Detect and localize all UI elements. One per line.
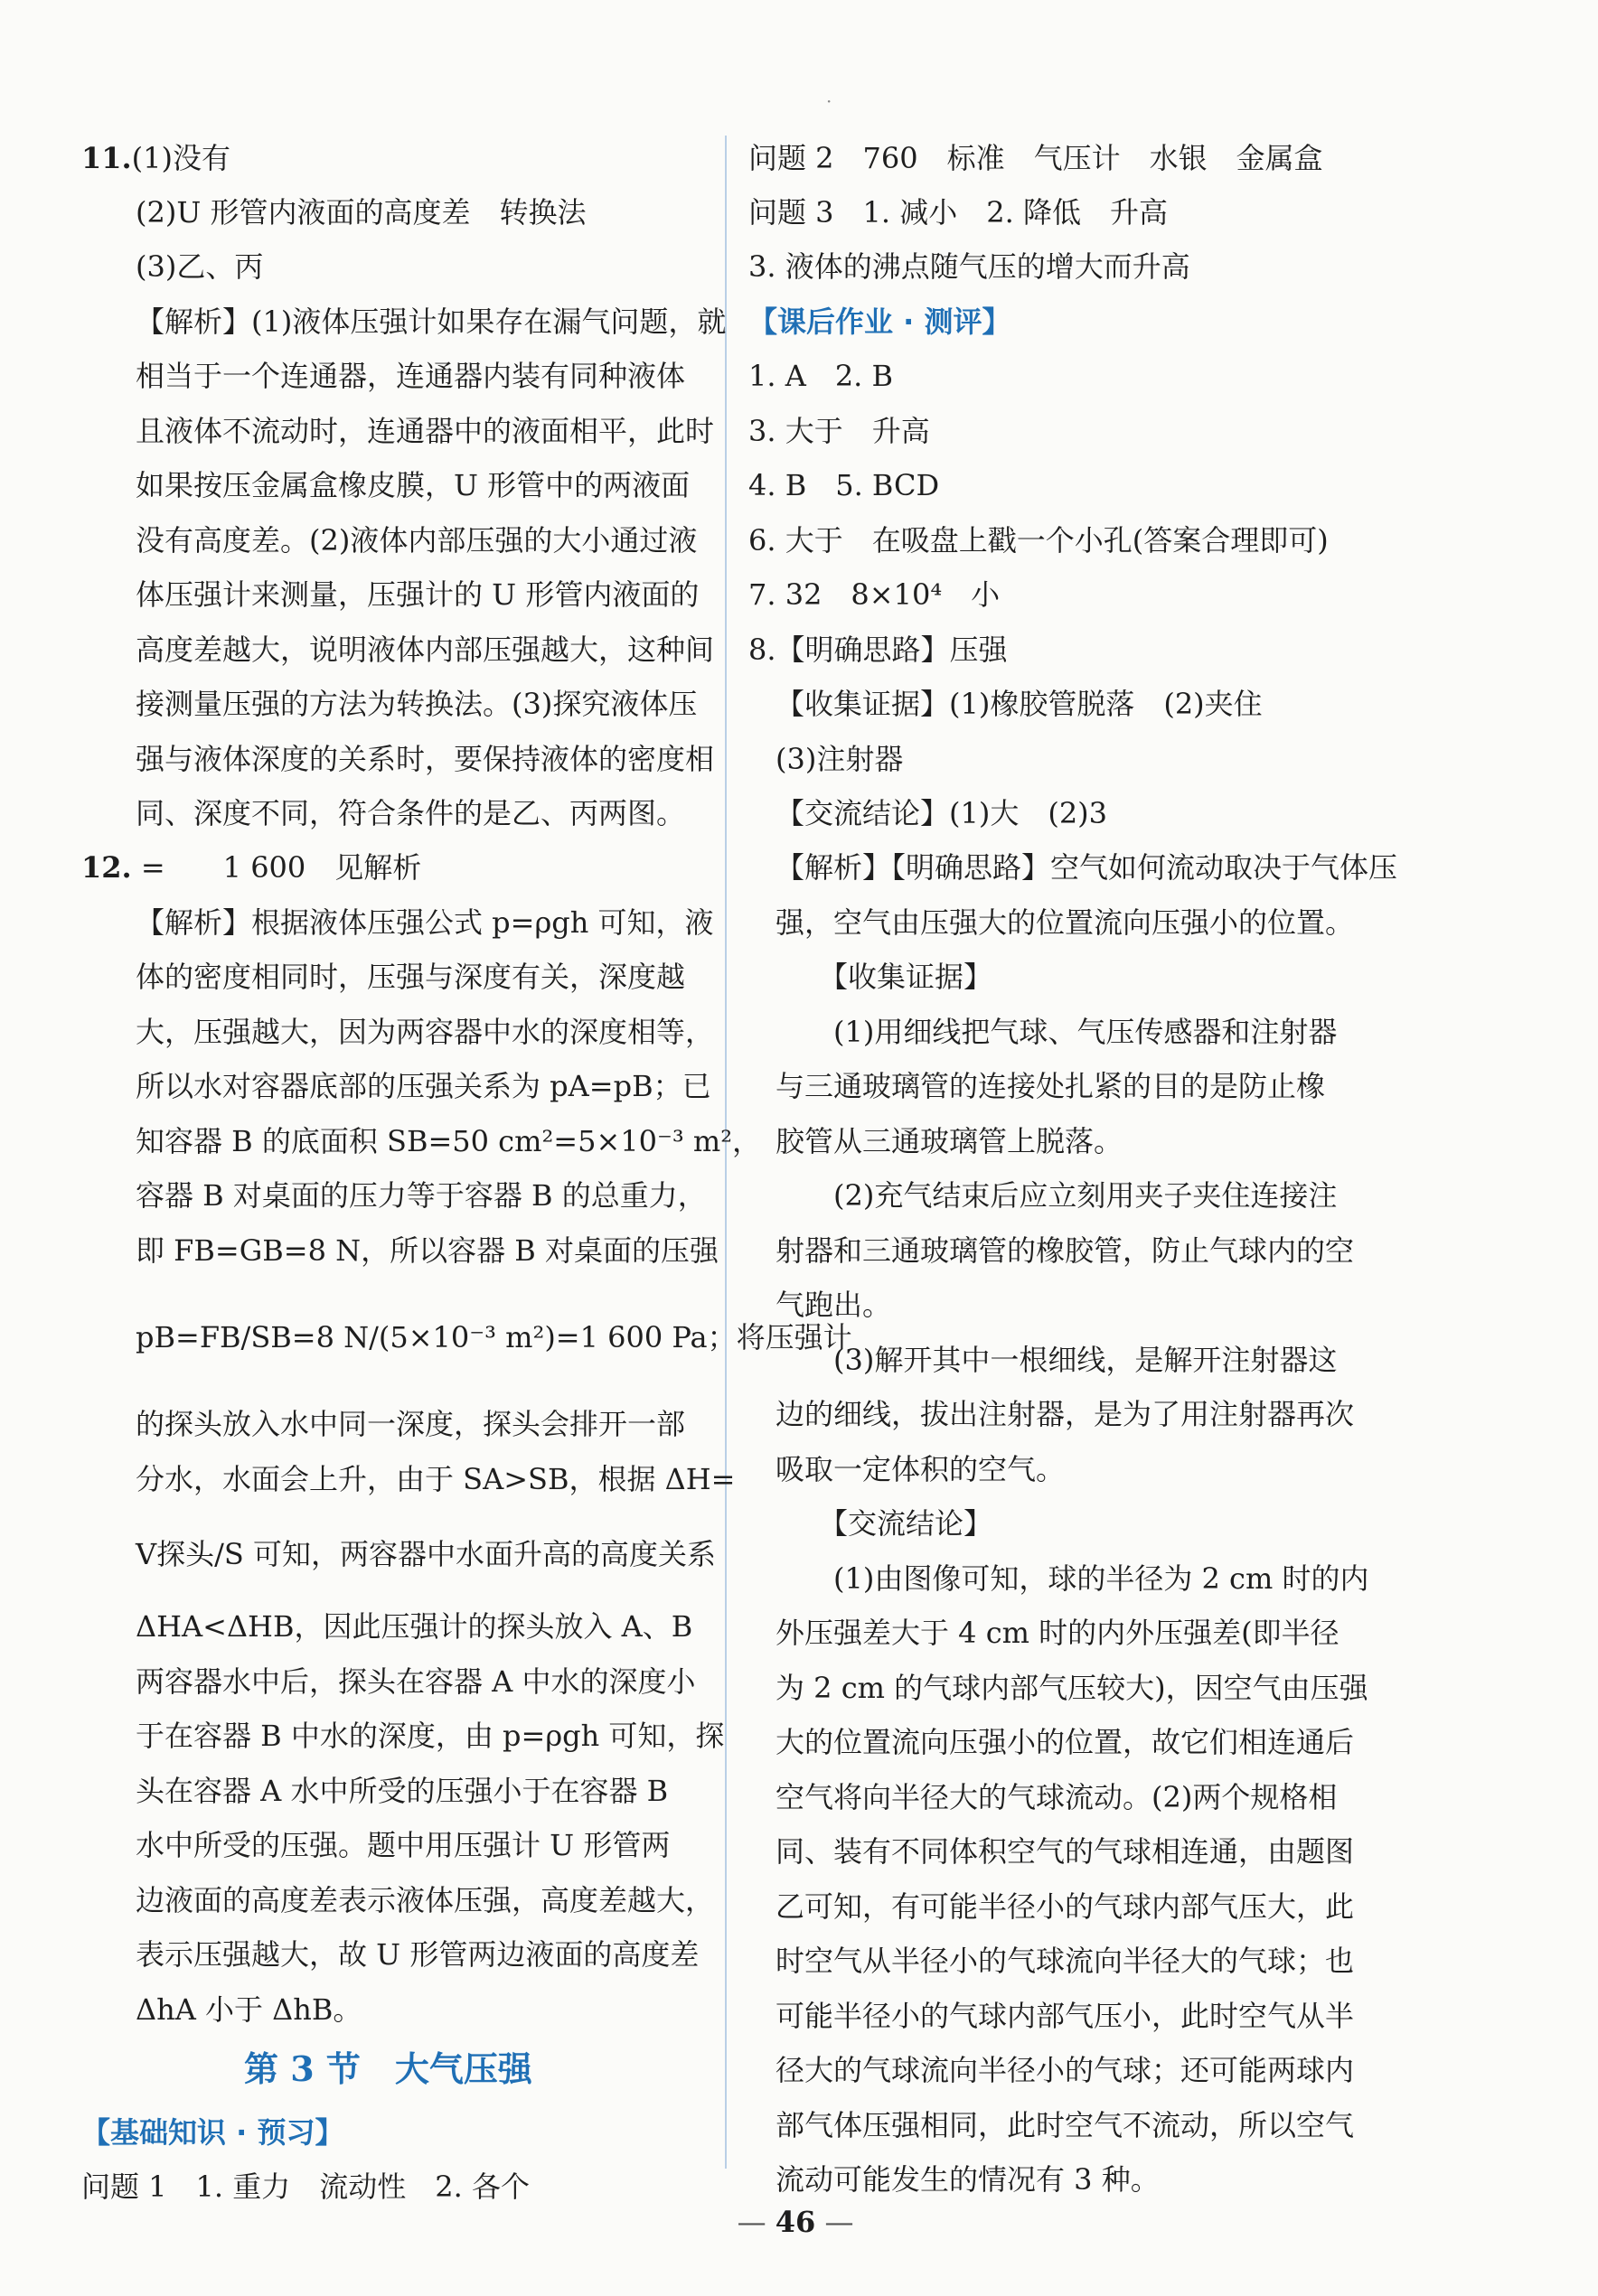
q12-number: 12. [81,850,132,885]
question-1: 问题 1 1. 重力 流动性 2. 各个 [81,2169,530,2204]
q11-analysis-7: 接测量压强的方法为转换法。(3)探究液体压 [136,687,698,721]
answer-5: 8.【明确思路】压强 [748,633,1008,667]
q12-analysis-0: 【解析】根据液体压强公式 p=ρgh 可知，液 [136,905,714,940]
answer-1: 3. 大于 升高 [748,414,930,448]
section-title: 第 3 节 大气压强 [244,2048,532,2089]
r-analysis-8: 气跑出。 [776,1288,892,1322]
q11-analysis-5: 体压强计来测量，压强计的 U 形管内液面的 [136,577,700,612]
footer-dash-right: — [824,2205,854,2239]
r-analysis-19: 乙可知，有可能半径小的气球内部气压大，此 [776,1889,1355,1924]
r-analysis-16: 大的位置流向压强小的位置，故它们相连通后 [776,1725,1355,1759]
q12-analysis-5: 容器 B 对桌面的压力等于容器 B 的总重力， [136,1178,707,1213]
conclusion: 【交流结论】(1)大 (2)3 [776,796,1108,830]
q12-analysis-13: 于在容器 B 中水的深度，由 p=ρgh 可知，探 [136,1719,725,1753]
r-analysis-4: 与三通玻璃管的连接处扎紧的目的是防止橡 [776,1069,1326,1103]
r-analysis-5: 胶管从三通玻璃管上脱落。 [776,1124,1123,1158]
top-mark: · [826,90,832,112]
q11-analysis-6: 高度差越大，说明液体内部压强越大，这种间 [136,633,715,667]
q11-answer2: (2)U 形管内液面的高度差 转换法 [136,195,587,230]
q12-analysis-2: 大，压强越大，因为两容器中水的深度相等， [136,1015,715,1049]
q11-line1 [81,140,230,176]
q11-analysis-3: 如果按压金属盒橡皮膜，U 形管中的两液面 [136,468,691,502]
q11-analysis-8: 强与液体深度的关系时，要保持液体的密度相 [136,742,715,776]
after-class-head: 【课后作业 · 测评】 [748,305,1011,339]
r-analysis-21: 可能半径小的气球内部气压小，此时空气从半 [776,1999,1355,2033]
r-analysis-15: 为 2 cm 的气球内部气压较大)，因空气由压强 [776,1671,1368,1705]
question-3: 问题 3 1. 减小 2. 降低 升高 [748,195,1168,230]
q11-analysis-0: 【解析】(1)液体压强计如果存在漏气问题，就 [136,305,727,339]
r-analysis-3: (1)用细线把气球、气压传感器和注射器 [776,1015,1338,1049]
q12-analysis-15: 水中所受的压强。题中用压强计 U 形管两 [136,1828,671,1862]
q11-analysis-9: 同、深度不同，符合条件的是乙、丙两图。 [136,796,686,830]
r-analysis-10: 边的细线，拔出注射器，是为了用注射器再次 [776,1397,1355,1431]
q11-analysis-4: 没有高度差。(2)液体内部压强的大小通过液 [136,523,698,558]
r-analysis-13: (1)由图像可知，球的半径为 2 cm 时的内 [776,1561,1369,1596]
r-analysis-9: (3)解开其中一根细线，是解开注射器这 [776,1343,1338,1377]
footer-dash-left: — [737,2205,766,2239]
q12-analysis-4: 知容器 B 的底面积 SB=50 cm²=5×10⁻³ m²， [136,1124,762,1158]
r-analysis-0: 【解析】【明确思路】空气如何流动取决于气体压 [776,850,1398,885]
r-analysis-6: (2)充气结束后应立刻用夹子夹住连接注 [776,1178,1338,1213]
r-analysis-23: 部气体压强相同，此时空气不流动，所以空气 [776,2108,1355,2142]
question-3b: 3. 液体的沸点随气压的增大而升高 [748,249,1190,284]
r-analysis-20: 时空气从半径小的气球流向半径大的气球；也 [776,1944,1355,1978]
answer-3: 6. 大于 在吸盘上戳一个小孔(答案合理即可) [748,523,1329,558]
q12-answer: = 1 600 见解析 [140,850,422,885]
r-analysis-2: 【收集证据】 [776,960,993,994]
answer-2: 4. B 5. BCD [748,468,940,502]
q12-analysis-7: pB=FB/SB=8 N/(5×10⁻³ m²)=1 600 Pa；将压强计 [136,1320,852,1354]
q12-line1 [81,849,421,886]
q12-analysis-8: 的探头放入水中同一深度，探头会排开一部 [136,1407,686,1441]
q12-analysis-12: 两容器水中后，探头在容器 A 中水的深度小 [136,1664,696,1699]
q12-analysis-16: 边液面的高度差表示液体压强，高度差越大， [136,1883,715,1917]
q12-analysis-3: 所以水对容器底部的压强关系为 pA=pB；已 [136,1069,711,1103]
page-footer [633,2205,958,2239]
q12-analysis-9: 分水，水面会上升，由于 SA>SB，根据 ΔH= [136,1462,736,1496]
r-analysis-22: 径大的气球流向半径小的气球；还可能两球内 [776,2053,1355,2087]
collect-evidence-2: (3)注射器 [776,742,904,776]
q11-number: 11. [81,141,132,175]
q12-analysis-14: 头在容器 A 水中所受的压强小于在容器 B [136,1774,669,1808]
basic-knowledge-head: 【基础知识 · 预习】 [81,2115,344,2150]
r-analysis-7: 射器和三通玻璃管的橡胶管，防止气球内的空 [776,1233,1355,1268]
q12-analysis-11: ΔHA<ΔHB，因此压强计的探头放入 A、B [136,1609,693,1644]
r-analysis-12: 【交流结论】 [776,1506,993,1541]
q11-answer1: (1)没有 [131,141,231,175]
r-analysis-24: 流动可能发生的情况有 3 种。 [776,2162,1160,2197]
r-analysis-11: 吸取一定体积的空气。 [776,1452,1066,1486]
q12-analysis-6: 即 FB=GB=8 N，所以容器 B 对桌面的压强 [136,1233,719,1268]
q12-analysis-17: 表示压强越大，故 U 形管两边液面的高度差 [136,1937,700,1972]
q11-analysis-2: 且液体不流动时，连通器中的液面相平，此时 [136,414,715,448]
q11-answer3: (3)乙、丙 [136,249,264,284]
r-analysis-18: 同、装有不同体积空气的气球相连通，由题图 [776,1834,1355,1869]
collect-evidence: 【收集证据】(1)橡胶管脱落 (2)夹住 [776,687,1263,721]
page-number: 46 [775,2205,816,2239]
q12-analysis-18: ΔhA 小于 ΔhB。 [136,1992,362,2027]
r-analysis-1: 强，空气由压强大的位置流向压强小的位置。 [776,905,1355,940]
answer-4: 7. 32 8×10⁴ 小 [748,577,1001,612]
answer-0: 1. A 2. B [748,359,894,393]
q12-analysis-10: V探头/S 可知，两容器中水面升高的高度关系 [136,1537,716,1571]
r-analysis-17: 空气将向半径大的气球流动。(2)两个规格相 [776,1780,1338,1814]
r-analysis-14: 外压强差大于 4 cm 时的内外压强差(即半径 [776,1616,1340,1650]
question-2: 问题 2 760 标准 气压计 水银 金属盒 [748,141,1323,175]
q11-analysis-1: 相当于一个连通器，连通器内装有同种液体 [136,359,686,393]
q12-analysis-1: 体的密度相同时，压强与深度有关，深度越 [136,960,686,994]
